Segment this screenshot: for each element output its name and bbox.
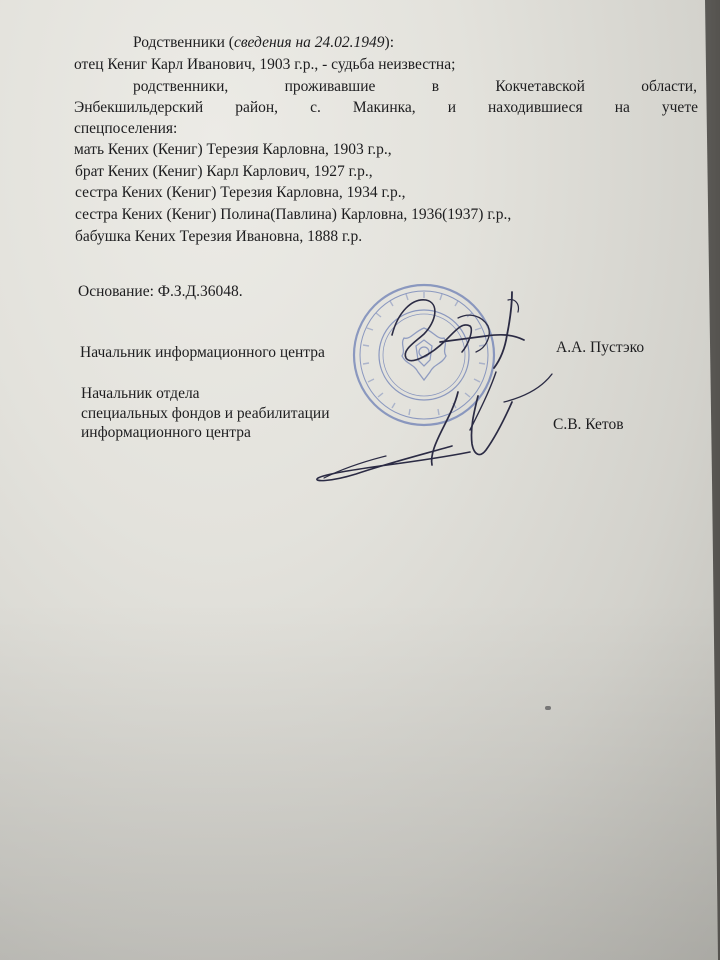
- relatives-heading-date: сведения на 24.02.1949: [233, 34, 385, 51]
- signatory2-title-line2: специальных фондов и реабилитации: [81, 405, 330, 422]
- father-line: отец Кениг Карл Иванович, 1903 г.р., - судьба неизвестна;: [74, 56, 456, 73]
- district-word: учете: [661, 99, 698, 116]
- district-word: с.: [310, 99, 321, 116]
- relatives-heading-prefix: Родственники (: [133, 34, 234, 51]
- signatory2-title-line3: информационного центра: [81, 424, 251, 441]
- relative-brother: брат Кених (Кениг) Карл Карлович, 1927 г.р.,: [75, 163, 373, 180]
- residents-word: Кокчетавской: [495, 78, 585, 95]
- residents-word: родственники,: [133, 78, 229, 95]
- district-word: район,: [235, 99, 279, 116]
- district-line: [74, 99, 698, 117]
- relative-sister-2: сестра Кених (Кениг) Полина(Павлина) Карловна, 1936(1937) г.р.,: [75, 206, 512, 223]
- page-shadow: [0, 600, 720, 960]
- residents-line: [133, 78, 697, 96]
- special-settlement-line: спецпоселения:: [74, 120, 178, 137]
- district-word: на: [614, 99, 630, 116]
- district-word: Энбекшильдерский: [74, 99, 204, 116]
- relative-sister-1: сестра Кених (Кениг) Терезия Карловна, 1934 г.р.,: [75, 184, 406, 201]
- official-stamp: [344, 280, 504, 430]
- district-word: и: [447, 99, 456, 116]
- district-word: Макинка,: [352, 99, 416, 116]
- signatory1-title: Начальник информационного центра: [80, 344, 325, 361]
- residents-word: в: [431, 78, 440, 95]
- relatives-heading-suffix: ):: [384, 34, 395, 51]
- relative-mother: мать Кених (Кениг) Терезия Карловна, 1903 г.р.,: [74, 141, 392, 158]
- residents-word: проживавшие: [284, 78, 376, 95]
- signatory1-name: А.А. Пустэко: [556, 339, 645, 356]
- basis-line: Основание: Ф.З.Д.36048.: [78, 283, 243, 300]
- district-word: находившиеся: [488, 99, 583, 116]
- signatory2-name: С.В. Кетов: [553, 416, 624, 433]
- relatives-heading: [133, 34, 394, 52]
- signatory2-title-line1: Начальник отдела: [81, 385, 200, 402]
- residents-word: области,: [641, 78, 697, 95]
- paper-speck: [545, 706, 551, 710]
- relative-grandmother: бабушка Кених Терезия Ивановна, 1888 г.р.: [75, 228, 363, 245]
